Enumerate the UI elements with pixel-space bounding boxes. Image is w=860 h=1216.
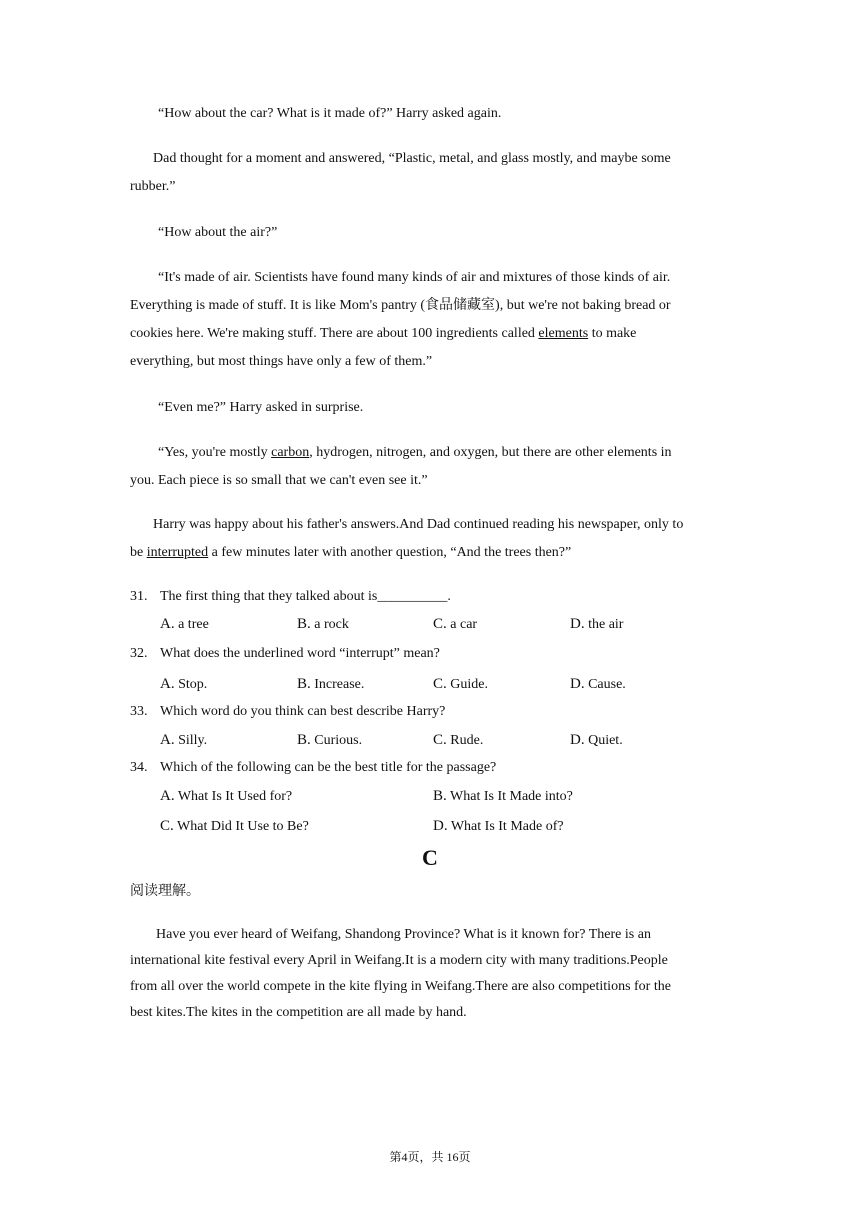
option-text: Guide. bbox=[450, 677, 488, 692]
option-letter: B. bbox=[297, 616, 311, 632]
underlined-word-carbon: carbon bbox=[271, 445, 310, 460]
question-text: Which word do you think can best describe Harry? bbox=[160, 704, 446, 719]
option-text: a rock bbox=[314, 617, 349, 632]
option-text: What Is It Made into? bbox=[450, 789, 573, 804]
option-text: Increase. bbox=[314, 677, 365, 692]
option-text: What Is It Made of? bbox=[450, 819, 564, 834]
question-number: 33. bbox=[130, 704, 148, 719]
section-instruction: 阅读理解。 bbox=[130, 884, 200, 899]
text-run: to make bbox=[588, 326, 637, 341]
question-34-option-a[interactable] bbox=[160, 786, 292, 807]
option-text: Quiet. bbox=[588, 733, 623, 748]
question-32 bbox=[130, 644, 440, 664]
option-text: Silly. bbox=[178, 733, 208, 748]
question-33-option-a[interactable] bbox=[160, 730, 207, 751]
option-text: Stop. bbox=[178, 677, 208, 692]
paragraph-line bbox=[130, 320, 730, 348]
question-number: 32. bbox=[130, 646, 148, 661]
paragraph-line bbox=[130, 539, 730, 567]
option-letter: B. bbox=[433, 788, 447, 804]
option-letter: D. bbox=[570, 616, 585, 632]
question-number: 31. bbox=[130, 589, 148, 604]
text-run: “Yes, you're mostly bbox=[158, 445, 272, 460]
question-31-option-c[interactable] bbox=[433, 614, 477, 635]
question-33 bbox=[130, 702, 445, 722]
option-letter: B. bbox=[297, 676, 311, 692]
text-run: a few minutes later with another question, “And the trees then?” bbox=[208, 545, 572, 560]
paragraph-line: best kites.The kites in the competition are all made by hand. bbox=[130, 1005, 467, 1020]
question-32-option-c[interactable] bbox=[433, 674, 488, 695]
option-letter: A. bbox=[160, 616, 175, 632]
question-32-option-b[interactable] bbox=[297, 674, 364, 695]
question-31-option-b[interactable] bbox=[297, 614, 349, 635]
paragraph-line: “How about the car? What is it made of?” Harry asked again. bbox=[158, 106, 502, 121]
section-heading: C bbox=[422, 845, 438, 870]
paragraph-line: Have you ever heard of Weifang, Shandong Province? What is it known for? There is an bbox=[156, 927, 651, 942]
option-text: What Did It Use to Be? bbox=[177, 819, 309, 834]
paragraph-weifang bbox=[130, 922, 730, 1026]
option-text: a tree bbox=[178, 617, 209, 632]
paragraph-made-of-air bbox=[130, 264, 730, 376]
option-letter: D. bbox=[433, 818, 448, 834]
paragraph-line: “It's made of air. Scientists have found many kinds of air and mixtures of those kinds of air. bbox=[158, 270, 671, 285]
paragraph-harry-asks-car bbox=[130, 100, 730, 128]
underlined-word-elements: elements bbox=[538, 326, 589, 341]
paragraph-line: from all over the world compete in the kite flying in Weifang.There are also competitions for the bbox=[130, 979, 671, 994]
paragraph-dad-answers-car bbox=[130, 145, 730, 201]
option-letter: A. bbox=[160, 732, 175, 748]
paragraph-line: Everything is made of stuff. It is like Mom's pantry (食品储藏室), but we're not baking bread or bbox=[130, 298, 671, 313]
paragraph-line bbox=[130, 439, 730, 467]
paragraph-line: you. Each piece is so small that we can't even see it.” bbox=[130, 473, 428, 488]
option-letter: B. bbox=[297, 732, 311, 748]
paragraph-mostly-carbon bbox=[130, 439, 730, 495]
question-31-option-a[interactable] bbox=[160, 614, 209, 635]
paragraph-line: rubber.” bbox=[130, 179, 176, 194]
question-text: Which of the following can be the best title for the passage? bbox=[160, 760, 497, 775]
option-text: Cause. bbox=[588, 677, 626, 692]
question-number: 34. bbox=[130, 760, 148, 775]
option-text: Rude. bbox=[450, 733, 484, 748]
question-34-option-b[interactable] bbox=[433, 786, 573, 807]
option-letter: C. bbox=[433, 732, 447, 748]
paragraph-line: Dad thought for a moment and answered, “Plastic, metal, and glass mostly, and maybe some bbox=[153, 151, 671, 166]
question-32-option-a[interactable] bbox=[160, 674, 207, 695]
option-letter: C. bbox=[433, 676, 447, 692]
question-34 bbox=[130, 758, 496, 778]
question-34-option-c[interactable] bbox=[160, 816, 309, 837]
page-footer: 第4页，共 16页 bbox=[389, 1150, 471, 1164]
option-letter: D. bbox=[570, 732, 585, 748]
question-33-option-d[interactable] bbox=[570, 730, 623, 751]
question-31 bbox=[130, 587, 451, 607]
question-33-option-b[interactable] bbox=[297, 730, 362, 751]
underlined-word-interrupted: interrupted bbox=[146, 545, 209, 560]
text-run: , hydrogen, nitrogen, and oxygen, but there are other elements in bbox=[309, 445, 672, 460]
text-run: be bbox=[130, 545, 147, 560]
option-letter: C. bbox=[160, 818, 174, 834]
paragraph-harry-happy bbox=[130, 511, 730, 567]
paragraph-how-about-air bbox=[130, 219, 730, 247]
question-33-option-c[interactable] bbox=[433, 730, 483, 751]
paragraph-even-me bbox=[130, 394, 730, 422]
question-text: The first thing that they talked about is__________. bbox=[160, 589, 451, 604]
paragraph-line: “How about the air?” bbox=[158, 225, 278, 240]
option-text: Curious. bbox=[314, 733, 363, 748]
question-text: What does the underlined word “interrupt” mean? bbox=[160, 646, 440, 661]
option-letter: A. bbox=[160, 788, 175, 804]
option-text: What Is It Used for? bbox=[177, 789, 293, 804]
option-text: the air bbox=[588, 617, 624, 632]
paragraph-line: international kite festival every April in Weifang.It is a modern city with many traditions.People bbox=[130, 953, 668, 968]
option-letter: C. bbox=[433, 616, 447, 632]
option-letter: A. bbox=[160, 676, 175, 692]
question-32-option-d[interactable] bbox=[570, 674, 626, 695]
question-34-option-d[interactable] bbox=[433, 816, 564, 837]
option-letter: D. bbox=[570, 676, 585, 692]
paragraph-line: everything, but most things have only a few of them.” bbox=[130, 354, 433, 369]
paragraph-line: Harry was happy about his father's answers.And Dad continued reading his newspaper, only to bbox=[153, 517, 684, 532]
paragraph-line: “Even me?” Harry asked in surprise. bbox=[158, 400, 364, 415]
option-text: a car bbox=[450, 617, 478, 632]
text-run: cookies here. We're making stuff. There are about 100 ingredients called bbox=[130, 326, 539, 341]
question-31-option-d[interactable] bbox=[570, 614, 623, 635]
